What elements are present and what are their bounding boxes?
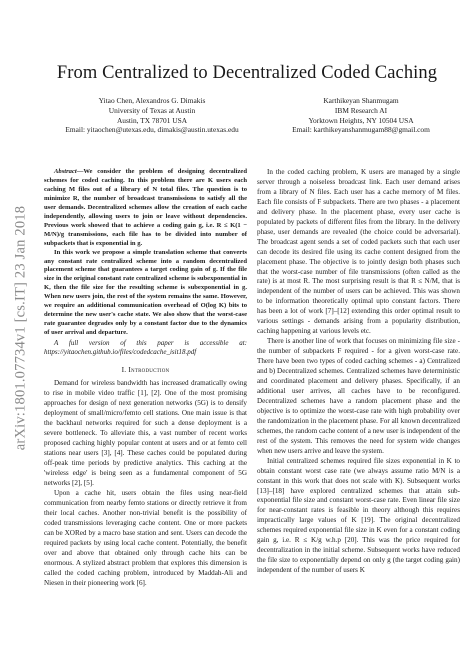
intro-paragraph-1: Demand for wireless bandwidth has increased dramatically owing to rise in mobile video traffic [1], [2]. One of the most promising approaches for design of next generation networks (5G) is to densify deployment of small/micro/femto cell stations. One main issue is that the backhaul networks required for such a dense deployment is a severe bottleneck. To alleviate this, a vast number of recent works proposed caching highly popular content at users and or at femto cell stations near users [3], [4]. These caches could be populated during off-peak time periods by predictive analytics. This caching at the 'wireless edge' is being seen as a fundamental component of 5G networks [2], [5]. bbox=[44, 379, 247, 487]
full-version-note: A full version of this paper is accessible at: https://yitaochen.github.io/files/codedcache_isit18.pdf bbox=[44, 339, 247, 357]
author-email: Email: yitaochen@utexas.edu, dimakis@austin.utexas.edu bbox=[65, 125, 239, 135]
section-heading-introduction: I. Introduction bbox=[121, 364, 170, 374]
author-block-2 bbox=[262, 96, 460, 135]
author-address: Yorktown Heights, NY 10504 USA bbox=[308, 115, 414, 125]
abstract-lead: Abstract bbox=[54, 168, 77, 175]
body-paragraph-1: In the coded caching problem, K users are managed by a single server through a noiseless broadcast link. Each user demand arises from a library of N files. Each user has a cache memory of M files. Each file consists of F subpackets. There are two phases - a placement and delivery phase. In the placement phase, every user cache is populated by packets of different files from the library. In the delivery phase, user demands are revealed (the choice could be adversarial). The broadcast agent sends a set of coded packets such that each user can decode its desired file using its cache content designed from the placement phase. The objective is to jointly design both phases such that the worst-case number of file transmissions (often called as the rate) is at most R. The most surprising result is that R ≤ N/M, that is independent of the number of users can be achieved. This was shown to be information theoretically optimal upto constant factors. There has been a lot of work [7]–[12] extending this order optimal result to various settings - demands arising from a popularity distribution, caching happening at various levels etc. bbox=[257, 168, 460, 336]
author-name: Karthikeyan Shanmugam bbox=[323, 96, 399, 105]
arxiv-identifier-stamp bbox=[8, 178, 34, 478]
right-column bbox=[257, 168, 460, 576]
arxiv-identifier-text: arXiv:1801.07734v1 [cs.IT] 23 Jan 2018 bbox=[12, 205, 29, 451]
abstract-paragraph-2: In this work we propose a simple translation scheme that converts any constant rate centralized scheme into a random decentralized placement scheme that guarantees a target coding gain of g. If the file size in the original constant rate centralized scheme is subexponential in K, then the file size for the resulting scheme is subexponential in g. When new users join, the rest of the system remains the same. However, we require an additional communication overhead of O(log K) bits to determine the new user's cache state. We also show that the worst-case rate guarantee degrades only by a constant factor due to the dynamics of user arrival and departure. bbox=[44, 248, 247, 337]
author-affiliation: IBM Research AI bbox=[334, 105, 388, 115]
body-paragraph-3: Initial centralized schemes required file sizes exponential in K to obtain constant worst case rate (we always assume ratio M/N is a constant in this work that does not scale with K). Subsequent works [13]–[18] have explored centralized schemes that attain sub-exponential file size and constant worst-case rate. Even linear file size for near-constant rates is feasible in theory although this requires impractically large values of K [19]. The original decentralized schemes required exponential file size in K even for a constant coding gain g, i.e. R ≤ K/g w.h.p [20]. This was the price required for decentralization in the initial scheme. Subsequent works have reduced the file size to exponentially depend on only g (the target coding gain) independent of the number of users K bbox=[257, 456, 460, 575]
author-affiliation: University of Texas at Austin bbox=[108, 105, 196, 115]
author-address: Austin, TX 78701 USA bbox=[116, 115, 188, 125]
author-email: Email: karthikeyanshanmugam88@gmail.com bbox=[292, 125, 430, 135]
left-column bbox=[44, 168, 247, 588]
intro-paragraph-2: Upon a cache hit, users obtain the files using near-field communication from nearby femto stations or directly retrieve it from their local caches. Another non-trivial benefit is the possibility of coded transmissions leveraging cache content. One or more packets can be XORed by a macro base station and sent. Users can decode the required packets by using local cache content. Potentially, the benefit over and above that obtained only through cache hits can be enormous. A stylized abstract problem that explores this dimension is called the coded caching problem, introduced by Maddah-Ali and Niesen in their pioneering work [6]. bbox=[44, 488, 247, 587]
author-block-1 bbox=[44, 96, 260, 135]
abstract-text: —We consider the problem of designing decentralized schemes for coded caching. In this problem there are K users each caching M files out of a library of N total files. The question is to minimize R, the number of broadcast transmissions to satisfy all the user demands. Decentralized schemes allow the creation of each cache independently, allowing users to join or leave without dependencies. Previous work showed that to achieve a coding gain g, i.e. R ≤ K(1 − M/N)/g transmissions, each file has to be divided into number of subpackets that is exponential in g. bbox=[44, 168, 247, 247]
abstract-paragraph-1 bbox=[44, 168, 247, 249]
body-paragraph-2: There is another line of work that focuses on minimizing file size - the number of subpackets F required - for a given worst-case rate. There have been two types of coded caching schemes - a) Centralized and b) Decentralized schemes. Centralized schemes have deterministic and coordinated placement and delivery phases. Specifically, if an additional user arrives, all caches have to be reconfigured. Decentralized schemes have a random placement phase and the objective is to optimize the worst-case rate with high probability over the randomization in the placement phase. For all known decentralized schemes, the random cache content of a new user is independent of the rest of the system. This removes the need for system wide changes when new users arrive and leave the system. bbox=[257, 337, 460, 455]
author-name: Yitao Chen, Alexandros G. Dimakis bbox=[98, 96, 206, 105]
paper-title: From Centralized to Decentralized Coded Caching bbox=[56, 63, 438, 83]
